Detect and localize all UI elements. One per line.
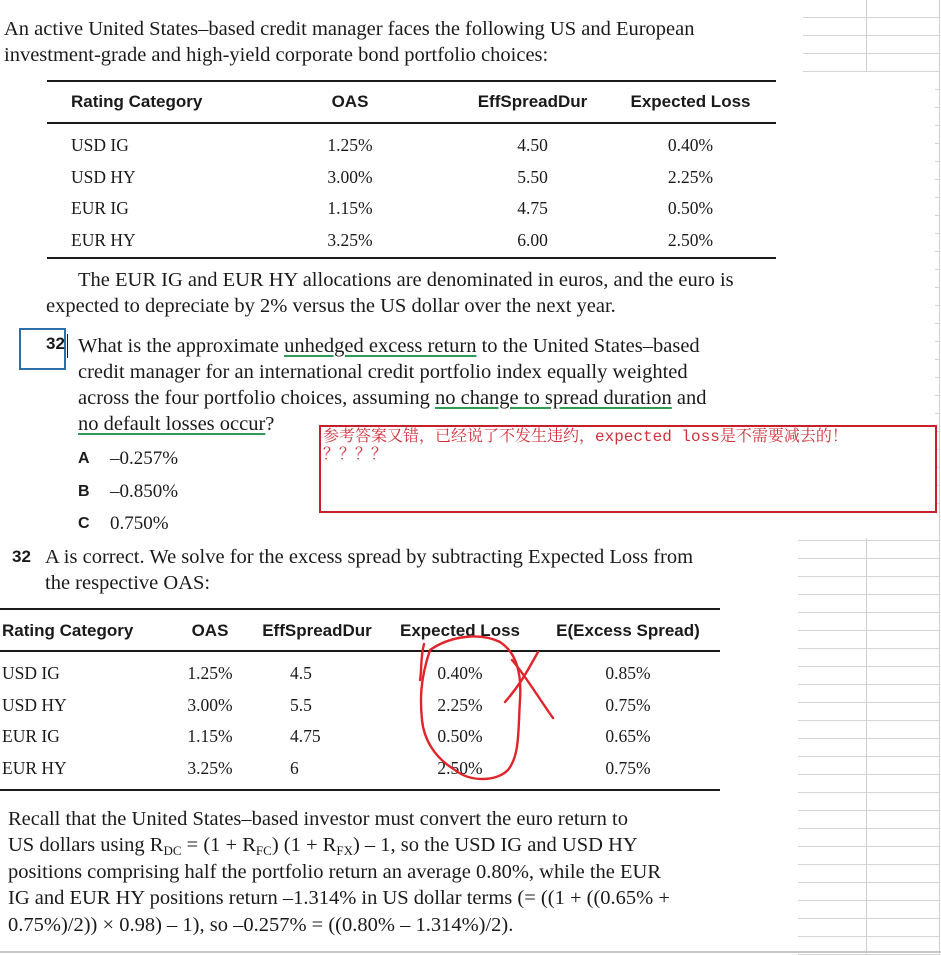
grid-row-line bbox=[798, 684, 939, 685]
grid-column-line bbox=[866, 0, 867, 72]
table2-header-excess-spread: E(Excess Spread) bbox=[556, 621, 700, 640]
grid-row-line bbox=[798, 846, 939, 847]
grid-row-line bbox=[798, 720, 939, 721]
highlight-unhedged-excess-return: unhedged excess return bbox=[284, 335, 477, 357]
recall-line-4: IG and EUR HY positions return –1.314% in US dollar terms (= ((1 + ((0.65% + bbox=[8, 887, 670, 909]
cell-expected-loss: 2.50% bbox=[437, 757, 483, 778]
cell-oas: 1.15% bbox=[187, 726, 233, 747]
grid-row-line bbox=[798, 612, 939, 613]
grid-row-line bbox=[798, 540, 939, 541]
table-row bbox=[2, 753, 720, 785]
cell-effspreaddur: 5.5 bbox=[290, 694, 312, 715]
grid-row-line bbox=[798, 936, 939, 937]
grid-row-line bbox=[935, 287, 939, 288]
highlight-no-change-spread-duration: no change to spread duration bbox=[434, 387, 672, 409]
cell-excess-spread: 0.75% bbox=[605, 757, 651, 778]
table2-header-effspreaddur: EffSpreadDur bbox=[262, 621, 372, 640]
grid-row-line bbox=[935, 197, 939, 198]
table1-header-rating-category: Rating Category bbox=[71, 92, 203, 111]
option-letter: C bbox=[78, 515, 90, 532]
cell-effspreaddur: 6 bbox=[290, 757, 299, 778]
grid-row-line bbox=[798, 702, 939, 703]
cell-excess-spread: 0.75% bbox=[605, 694, 651, 715]
grid-row-line bbox=[935, 233, 939, 234]
grid-row-line bbox=[798, 738, 939, 739]
grid-row-line bbox=[935, 179, 939, 180]
annotation-comment-box[interactable] bbox=[319, 425, 937, 513]
cell-rating: EUR IG bbox=[71, 198, 129, 219]
cell-expected-loss: 2.50% bbox=[667, 229, 714, 250]
cell-effspreaddur: 4.75 bbox=[517, 198, 548, 219]
recall-line-3: positions comprising half the portfolio return an average 0.80%, while the EUR bbox=[8, 861, 661, 883]
grid-row-line bbox=[798, 756, 939, 757]
grid-row-line bbox=[935, 89, 939, 90]
recall-line-2 bbox=[8, 832, 638, 859]
grid-row-line bbox=[935, 377, 939, 378]
grid-row-line bbox=[798, 630, 939, 631]
question-line-2: credit manager for an international credit portfolio index equally weighted bbox=[78, 361, 688, 383]
recall-line-5: 0.75%)/2)) × 0.98) – 1), so –0.257% = ((0.80% – 1.314%)/2). bbox=[8, 914, 514, 936]
answer-line-2: the respective OAS: bbox=[45, 572, 211, 594]
option-letter: A bbox=[78, 450, 90, 467]
subscript-fc: FC bbox=[255, 843, 272, 858]
cell-expected-loss: 0.40% bbox=[667, 135, 714, 156]
question-text: What is the approximate bbox=[78, 335, 285, 357]
grid-row-line bbox=[798, 882, 939, 883]
table2-bottom-rule bbox=[0, 789, 720, 791]
intro-line-1: An active United States–based credit manager faces the following US and European bbox=[4, 18, 695, 40]
grid-row-line bbox=[798, 864, 939, 865]
grid-row-line bbox=[935, 251, 939, 252]
cell-rating: EUR IG bbox=[2, 726, 60, 747]
grid-row-line bbox=[798, 828, 939, 829]
grid-row-line bbox=[935, 395, 939, 396]
table2-header-expected-loss: Expected Loss bbox=[400, 621, 520, 640]
table2-header-rating-category: Rating Category bbox=[2, 621, 134, 640]
table1-header-effspreaddur: EffSpreadDur bbox=[477, 92, 588, 111]
question-text: to the United States–based bbox=[476, 335, 700, 357]
recall-text: = (1 + R bbox=[181, 834, 256, 856]
excess-spread-table bbox=[2, 611, 720, 784]
table-row bbox=[47, 130, 776, 162]
grid-row-line bbox=[798, 558, 939, 559]
annotation-comment-line-2: ？？？？ bbox=[323, 446, 388, 464]
cell-expected-loss: 2.25% bbox=[667, 166, 714, 187]
cell-effspreaddur: 4.50 bbox=[517, 135, 548, 156]
cell-oas: 1.25% bbox=[327, 135, 373, 156]
grid-row-line bbox=[935, 215, 939, 216]
handdrawn-cross-mark bbox=[505, 652, 553, 718]
cell-effspreaddur: 4.75 bbox=[290, 726, 321, 747]
option-value: –0.257% bbox=[110, 448, 179, 469]
cell-excess-spread: 0.65% bbox=[605, 726, 651, 747]
subscript-dc: DC bbox=[163, 843, 182, 858]
table-row bbox=[2, 690, 720, 722]
cell-oas: 3.25% bbox=[187, 757, 233, 778]
table1-header-expected-loss: Expected Loss bbox=[630, 92, 751, 111]
question-line-3 bbox=[78, 385, 707, 412]
recall-text: ) – 1, so the USD IG and USD HY bbox=[352, 834, 638, 856]
option-value: 0.750% bbox=[110, 513, 169, 534]
answer-number: 32 bbox=[12, 547, 31, 566]
grid-row-line bbox=[798, 900, 939, 901]
handdrawn-circle-mark bbox=[420, 636, 520, 779]
grid-row-line bbox=[798, 918, 939, 919]
question-number: 32 bbox=[46, 334, 65, 353]
grid-row-line bbox=[935, 125, 939, 126]
grid-row-line bbox=[798, 594, 939, 595]
option-letter: B bbox=[78, 483, 90, 500]
grid-row-line bbox=[798, 810, 939, 811]
table-row bbox=[47, 162, 776, 194]
cell-rating: USD IG bbox=[71, 135, 129, 156]
grid-row-line bbox=[803, 17, 939, 18]
grid-row-line bbox=[798, 792, 939, 793]
grid-row-line bbox=[803, 35, 939, 36]
grid-row-line bbox=[803, 71, 939, 72]
grid-row-line bbox=[935, 107, 939, 108]
table-row bbox=[2, 658, 720, 690]
cell-rating: USD HY bbox=[2, 694, 67, 715]
recall-line-1: Recall that the United States–based investor must convert the euro return to bbox=[8, 808, 628, 830]
table2-header-oas: OAS bbox=[191, 621, 229, 640]
cell-expected-loss: 2.25% bbox=[437, 694, 483, 715]
cell-expected-loss: 0.50% bbox=[437, 726, 483, 747]
annotation-comment-line-1: 参考答案又错，已经说了不发生违约，expected loss是不需要减去的！ bbox=[323, 428, 848, 446]
grid-row-line bbox=[798, 648, 939, 649]
cell-effspreaddur: 6.00 bbox=[517, 229, 548, 250]
cell-oas: 1.25% bbox=[187, 663, 233, 684]
grid-row-line bbox=[935, 305, 939, 306]
page-bottom-edge bbox=[0, 951, 941, 953]
cell-rating: EUR HY bbox=[71, 229, 136, 250]
euro-note-line-2: expected to depreciate by 2% versus the US dollar over the next year. bbox=[46, 295, 616, 317]
cell-oas: 3.25% bbox=[327, 229, 373, 250]
option-value: –0.850% bbox=[110, 481, 179, 502]
euro-note-line-1: The EUR IG and EUR HY allocations are denominated in euros, and the euro is bbox=[78, 269, 734, 291]
cell-expected-loss: 0.40% bbox=[437, 663, 483, 684]
cell-oas: 1.15% bbox=[327, 198, 373, 219]
recall-text: ) (1 + R bbox=[271, 834, 337, 856]
cell-rating: USD IG bbox=[2, 663, 60, 684]
cell-oas: 3.00% bbox=[187, 694, 233, 715]
cell-effspreaddur: 4.5 bbox=[290, 663, 312, 684]
question-line-4 bbox=[78, 411, 274, 438]
grid-column-line bbox=[866, 538, 867, 955]
question-number-divider bbox=[67, 334, 68, 358]
recall-text: US dollars using R bbox=[8, 834, 164, 856]
table2-header-row bbox=[2, 611, 720, 651]
table-row bbox=[2, 721, 720, 753]
grid-row-line bbox=[935, 161, 939, 162]
cell-rating: USD HY bbox=[71, 166, 136, 187]
highlight-no-default-losses: no default losses occur bbox=[78, 413, 266, 435]
table1-header-row bbox=[47, 82, 776, 122]
cell-rating: EUR HY bbox=[2, 757, 67, 778]
table1-bottom-rule bbox=[47, 257, 776, 259]
grid-row-line bbox=[935, 341, 939, 342]
grid-edge-line bbox=[939, 0, 940, 955]
grid-row-line bbox=[935, 143, 939, 144]
question-text: across the four portfolio choices, assuming bbox=[78, 387, 435, 409]
question-line-1 bbox=[78, 333, 700, 360]
cell-expected-loss: 0.50% bbox=[667, 198, 714, 219]
question-text: and bbox=[671, 387, 707, 409]
portfolio-choices-table bbox=[47, 82, 776, 256]
intro-line-2: investment-grade and high-yield corporate bond portfolio choices: bbox=[4, 44, 549, 66]
table1-header-oas: OAS bbox=[331, 92, 369, 111]
grid-row-line bbox=[798, 774, 939, 775]
handdrawn-annotation bbox=[400, 630, 570, 790]
grid-row-line bbox=[935, 413, 939, 414]
cell-effspreaddur: 5.50 bbox=[517, 166, 548, 187]
grid-row-line bbox=[935, 269, 939, 270]
question-text: ? bbox=[265, 413, 275, 435]
grid-row-line bbox=[798, 666, 939, 667]
grid-row-line bbox=[798, 576, 939, 577]
table2-top-rule bbox=[0, 608, 720, 610]
table-row bbox=[47, 225, 776, 257]
cell-excess-spread: 0.85% bbox=[605, 663, 651, 684]
subscript-fx: FX bbox=[336, 843, 353, 858]
table-row bbox=[47, 193, 776, 225]
grid-row-line bbox=[935, 359, 939, 360]
grid-row-line bbox=[803, 53, 939, 54]
answer-line-1: A is correct. We solve for the excess spread by subtracting Expected Loss from bbox=[45, 546, 694, 568]
cell-oas: 3.00% bbox=[327, 166, 373, 187]
grid-row-line bbox=[935, 323, 939, 324]
